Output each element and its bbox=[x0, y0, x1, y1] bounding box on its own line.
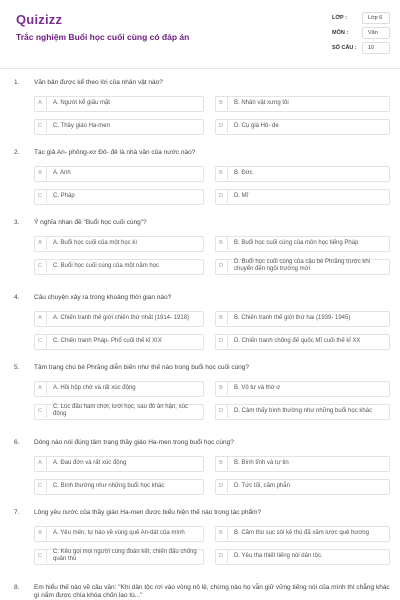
question-text: Lòng yêu nước của thầy giáo Ha-men được biểu hiện thế nào trong tác phẩm? bbox=[34, 509, 262, 516]
option-letter: C bbox=[34, 119, 47, 133]
question-number: 5. bbox=[14, 364, 20, 371]
option-d[interactable] bbox=[215, 334, 390, 350]
meta-subject-label: MÔN : bbox=[332, 30, 349, 36]
option-b[interactable] bbox=[215, 236, 390, 252]
option-c[interactable] bbox=[34, 549, 204, 565]
option-text: B. Đức bbox=[234, 170, 253, 176]
option-text: D. Tức tối, căm phẫn bbox=[234, 483, 290, 489]
option-letter: A bbox=[34, 166, 47, 180]
option-letter: B bbox=[215, 526, 228, 540]
option-letter: D bbox=[215, 479, 228, 493]
option-text: A. Chiến tranh thế giới chiến thứ nhất (1914- 1918) bbox=[53, 315, 190, 321]
option-c[interactable] bbox=[34, 334, 204, 350]
meta-info bbox=[332, 12, 390, 57]
option-letter: B bbox=[215, 311, 228, 325]
option-text: B. Căm thù sục sôi kẻ thù đã xâm lược quê hương bbox=[234, 530, 369, 536]
option-letter: D bbox=[215, 549, 228, 563]
option-letter: C bbox=[34, 334, 47, 348]
option-text: C. Kêu gọi mọi người cùng đoàn kết, chiến đấu chống quân thù bbox=[53, 549, 197, 562]
option-text: D. Cảm thấy bình thường như những buổi học khác bbox=[234, 408, 373, 414]
meta-grade-label: LỚP : bbox=[332, 15, 347, 21]
option-letter: D bbox=[215, 334, 228, 348]
option-text: C. Lúc đầu ham chơi, lười học, sau đó ân hận, xúc động bbox=[53, 404, 188, 417]
meta-subject bbox=[332, 27, 390, 42]
option-a[interactable] bbox=[34, 96, 204, 112]
option-letter: D bbox=[215, 259, 228, 273]
option-c[interactable] bbox=[34, 479, 204, 495]
question-text: Tâm trạng chú bé Phrăng diễn biến như thế nào trong buổi học cuối cùng? bbox=[34, 364, 250, 371]
meta-count bbox=[332, 42, 390, 57]
option-letter: C bbox=[34, 189, 47, 203]
meta-count-value: 10 bbox=[362, 42, 390, 54]
option-letter: A bbox=[34, 96, 47, 110]
quizizz-logo[interactable]: Quizizz bbox=[16, 12, 63, 27]
option-d[interactable] bbox=[215, 549, 390, 565]
option-text: D. Buổi học cuối cùng của cậu bé Phrăng trước khi chuyển đến ngôi trường mới bbox=[234, 259, 371, 272]
option-text: C. Pháp bbox=[53, 193, 75, 199]
option-letter: B bbox=[215, 381, 228, 395]
option-text: D. Chiến tranh chống đế quốc Mĩ cuối thế kỉ XX bbox=[234, 338, 361, 344]
option-c[interactable] bbox=[34, 259, 204, 275]
option-a[interactable] bbox=[34, 236, 204, 252]
option-a[interactable] bbox=[34, 381, 204, 397]
question-text: Em hiểu thế nào về câu văn: "Khi dân tộc rơi vào vòng nô lệ, chừng nào họ vẫn giữ vững tiếng nói của mình thì chẳng khác gì nắm được chìa khóa chốn lao tù..." bbox=[34, 584, 390, 599]
option-b[interactable] bbox=[215, 96, 390, 112]
option-text: D. Mĩ bbox=[234, 193, 249, 199]
option-text: D. Cụ già Hô- de bbox=[234, 123, 279, 129]
option-text: B. Nhân vật xưng tôi bbox=[234, 100, 289, 106]
option-b[interactable] bbox=[215, 526, 390, 542]
option-letter: A bbox=[34, 526, 47, 540]
question-number: 3. bbox=[14, 219, 20, 226]
meta-count-label: SỐ CÂU : bbox=[332, 45, 357, 51]
page-title: Trắc nghiệm Buổi học cuối cùng có đáp án bbox=[16, 32, 190, 42]
option-c[interactable] bbox=[34, 119, 204, 135]
option-letter: C bbox=[34, 479, 47, 493]
question-text: Văn bản được kể theo lời của nhân vật nào? bbox=[34, 79, 163, 86]
option-d[interactable] bbox=[215, 479, 390, 495]
option-text: D. Yêu tha thiết tiếng nói dân tộc. bbox=[234, 553, 323, 559]
option-letter: D bbox=[215, 119, 228, 133]
option-text: B. Vô tư và thờ ơ bbox=[234, 385, 281, 391]
option-letter: B bbox=[215, 236, 228, 250]
option-text: C. Thầy giáo Ha-men bbox=[53, 123, 110, 129]
option-text: A. Đau đớn và rất xúc động bbox=[53, 460, 127, 466]
option-b[interactable] bbox=[215, 311, 390, 327]
option-text: A. Yêu mến, tự hào về vùng quê An-dát của mình bbox=[53, 530, 185, 536]
meta-grade bbox=[332, 12, 390, 27]
option-d[interactable] bbox=[215, 189, 390, 205]
meta-subject-value: Văn bbox=[362, 27, 390, 39]
option-letter: A bbox=[34, 311, 47, 325]
meta-grade-value: Lớp 6 bbox=[362, 12, 390, 24]
question-number: 2. bbox=[14, 149, 20, 156]
question-text: Tác giả An- phông-xơ Đô- đê là nhà văn của nước nào? bbox=[34, 149, 196, 156]
option-text: A. Người kể giấu mặt bbox=[53, 100, 110, 106]
question-number: 8. bbox=[14, 584, 20, 591]
option-d[interactable] bbox=[215, 259, 390, 275]
option-text: A. Buổi học cuối của một học kì bbox=[53, 240, 138, 246]
question-number: 4. bbox=[14, 294, 20, 301]
question-number: 7. bbox=[14, 509, 20, 516]
question-text: Dòng nào nói đúng tâm trạng thầy giáo Ha-men trong buổi học cùng? bbox=[34, 439, 234, 446]
option-letter: A bbox=[34, 236, 47, 250]
option-text: A. Anh bbox=[53, 170, 71, 176]
option-letter: B bbox=[215, 166, 228, 180]
option-letter: C bbox=[34, 404, 47, 418]
option-text: C. Chiến tranh Pháp- Phổ cuối thế kỉ XIX bbox=[53, 338, 162, 344]
option-text: B. Chiến tranh thế giới thứ hai (1939- 1945) bbox=[234, 315, 351, 321]
option-text: B. Buổi học cuối cùng của môn học tiếng Pháp bbox=[234, 240, 359, 246]
option-c[interactable] bbox=[34, 404, 204, 420]
option-b[interactable] bbox=[215, 166, 390, 182]
option-a[interactable] bbox=[34, 456, 204, 472]
question-number: 6. bbox=[14, 439, 20, 446]
option-b[interactable] bbox=[215, 381, 390, 397]
option-a[interactable] bbox=[34, 166, 204, 182]
question-text: Câu chuyện xảy ra trong khoảng thời gian nào? bbox=[34, 294, 172, 301]
option-c[interactable] bbox=[34, 189, 204, 205]
option-text: A. Hồi hộp chờ và rất xúc động bbox=[53, 385, 136, 391]
option-d[interactable] bbox=[215, 404, 390, 420]
option-letter: C bbox=[34, 259, 47, 273]
worksheet-header bbox=[0, 0, 400, 64]
option-letter: A bbox=[34, 381, 47, 395]
option-letter: A bbox=[34, 456, 47, 470]
option-text: C. Bình thường như những buổi học khác bbox=[53, 483, 165, 489]
option-letter: D bbox=[215, 189, 228, 203]
option-text: B. Bình tĩnh và tự tin bbox=[234, 460, 289, 466]
option-letter: B bbox=[215, 456, 228, 470]
option-b[interactable] bbox=[215, 456, 390, 472]
option-letter: C bbox=[34, 549, 47, 563]
header-divider bbox=[0, 68, 400, 69]
option-letter: D bbox=[215, 404, 228, 418]
option-d[interactable] bbox=[215, 119, 390, 135]
option-text: C. Buổi học cuối cùng của một năm học bbox=[53, 263, 160, 269]
option-a[interactable] bbox=[34, 526, 204, 542]
question-text: Ý nghĩa nhan đề "Buổi học cuối cùng"? bbox=[34, 219, 147, 226]
option-letter: B bbox=[215, 96, 228, 110]
question-number: 1. bbox=[14, 79, 20, 86]
option-a[interactable] bbox=[34, 311, 204, 327]
